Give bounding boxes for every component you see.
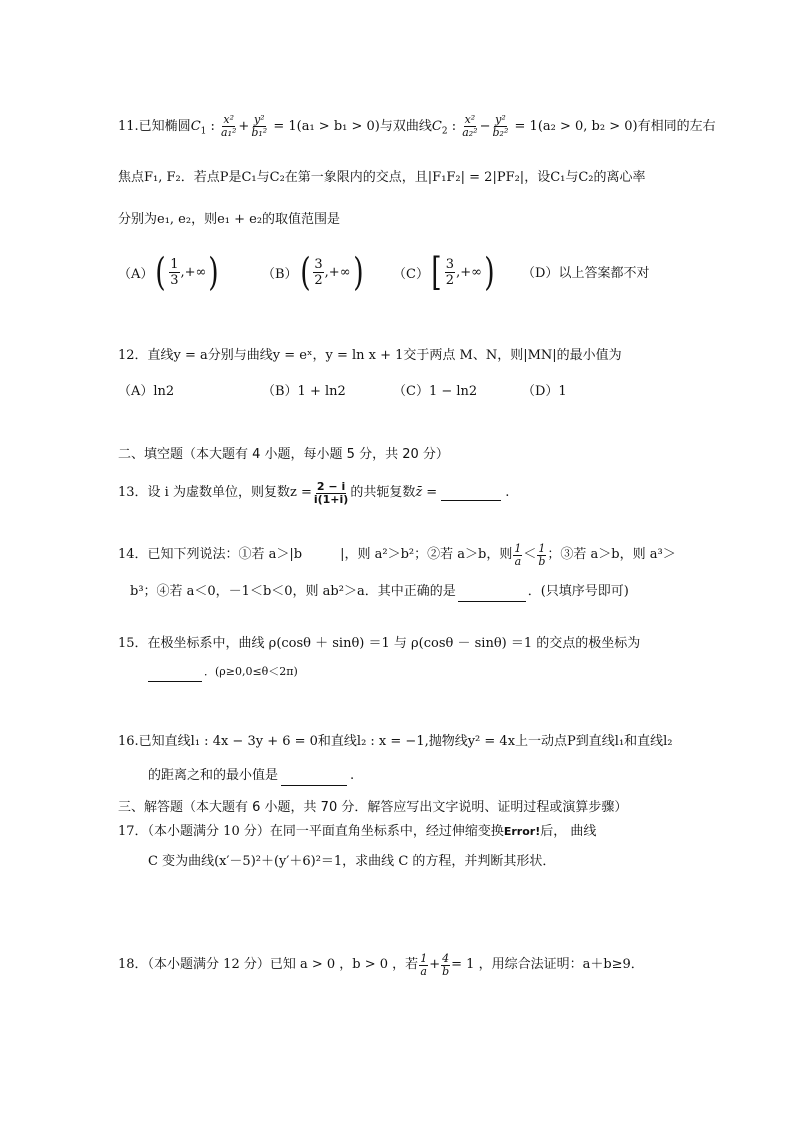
c1-frac-y: $\frac{\text{y²}}{\text{b₁²}}$ [251, 113, 268, 139]
q11-c1-tail: = 1(a₁ > b₁ > 0)与双曲线 [273, 119, 432, 134]
q12-question: 12．直线y = a分别与曲线y = eˣ，y = ln x + 1交于两点 M、N，则|MN|的最小值为 [118, 348, 622, 363]
q13-fraction: $\frac{2 - i}{i(1+i)}$ [313, 479, 349, 506]
q14-line1: 14．已知下列说法：①若 a＞|b |，则 a²＞b²；②若 a＞b，则 $\frac{1}{a}$ ＜ $\frac{1}{b}$ ；③若 a＞b，则 a³＞ [118, 541, 676, 568]
q18-frac-1a: $\frac{1}{a}$ [420, 951, 428, 978]
q11-lead: 11.已知椭圆 [118, 119, 191, 134]
q15-answer-blank[interactable] [148, 667, 202, 682]
q11-option-b: （B） ( $\frac{3}{2}$ ,+∞ ) [262, 250, 364, 294]
q11-option-a: （A） ( $\frac{1}{3}$ ,+∞ ) [118, 250, 219, 294]
q14-line2: b³；④若 a＜0，－1＜b＜0，则 ab²＞a．其中正确的是 ．(只填序号即可) [130, 582, 629, 602]
q16-line1: 16.已知直线l₁ : 4x − 3y + 6 = 0和直线l₂ : x = −1,抛物线y² = 4x上一动点P到直线l₁和直线l₂ [118, 734, 673, 749]
section-3-heading: 三、解答题（本大题有 6 小题，共 70 分．解答应写出文字说明、证明过程或演算步骤） [118, 800, 628, 815]
q14-frac-1a: $\frac{1}{a}$ [514, 541, 522, 568]
q11-line2-c: ，设C₁与C₂的离心率 [524, 170, 646, 185]
c1-frac-x: $\frac{\text{x²}}{\text{a₁²}}$ [221, 113, 237, 139]
q11-line2-a: 焦点F₁, F₂．若点P是C₁与C₂在第一象限内的交点，且 [118, 170, 428, 185]
q18-frac-4b: $\frac{4}{b}$ [442, 951, 450, 978]
q17-error-text: Error! [503, 825, 541, 838]
q17-line2: C 变为曲线(x′－5)²＋(y′＋6)²＝1，求曲线 C 的方程，并判断其形状． [148, 854, 556, 869]
q11-line1: 11.已知椭圆$C_1$ : $\frac{\text{x²}}{\text{a₁²}}$ + $\frac{\text{y²}}{\text{b₁²}}$ = 1(a₁ > b₁ > 0)与双曲线$C_2$ : $\frac{\text{x²}}{\text{a₂²}}$ − $\frac{\text{y²}}{\text{b₂²}}$ = 1(a₂ > 0, b₂ > 0)有相同的左右 [118, 113, 716, 139]
q14-frac-1b: $\frac{1}{b}$ [538, 541, 546, 568]
q11-line3: 分别为e₁, e₂，则e₁ + e₂的取值范围是 [118, 212, 341, 227]
c1-label: C [190, 119, 201, 134]
q17-line1: 17．（本小题满分 10 分）在同一平面直角坐标系中，经过伸缩变换Error!后， 曲线 [118, 824, 597, 839]
q16-answer-blank[interactable] [281, 771, 347, 786]
c2-frac-y: $\frac{\text{y²}}{\text{b₂²}}$ [492, 113, 509, 139]
q12-option-a: （A）ln2 [118, 384, 175, 399]
q13-line: 13．设 i 为虚数单位，则复数z = $\frac{2 - i}{i(1+i)}$ 的共轭复数 z̄ = . [118, 478, 509, 508]
q12-option-b: （B）1 + ln2 [262, 384, 346, 399]
q15-line2: ．(ρ≥0,0≤θ＜2π) [148, 662, 298, 682]
q15-line1: 15．在极坐标系中，曲线 ρ(cosθ ＋ sinθ) ＝1 与 ρ(cosθ － sinθ) ＝1 的交点的极坐标为 [118, 636, 641, 651]
q11-line2 [118, 168, 646, 188]
q16-line2: 的距离之和的最小值是 . [148, 766, 354, 786]
q11-c2-tail: = 1(a₂ > 0, b₂ > 0)有相同的左右 [514, 119, 716, 134]
q11-option-c: （C） [ $\frac{3}{2}$ ,+∞ ) [393, 250, 495, 294]
q12-option-c: （C）1 − ln2 [393, 384, 478, 399]
q12-option-d: （D）1 [522, 384, 567, 399]
q18-line: 18．（本小题满分 12 分）已知 a > 0 ，b > 0 ，若 $\frac{1}{a}$ + $\frac{4}{b}$ = 1 ，用综合法证明：a＋b≥9． [118, 951, 644, 978]
section-2-heading: 二、填空题（本大题有 4 小题，每小题 5 分，共 20 分） [118, 447, 449, 462]
c2-label: C [431, 119, 442, 134]
q14-answer-blank[interactable] [458, 587, 526, 602]
q11-option-d: （D） 以上答案都不对 [522, 266, 650, 281]
q13-answer-blank[interactable] [441, 486, 501, 501]
q13-zbar: z̄ = [415, 485, 438, 500]
q11-line2-b: |F₁F₂| = 2|PF₂| [427, 170, 525, 185]
c2-frac-x: $\frac{\text{x²}}{\text{a₂²}}$ [462, 113, 478, 139]
